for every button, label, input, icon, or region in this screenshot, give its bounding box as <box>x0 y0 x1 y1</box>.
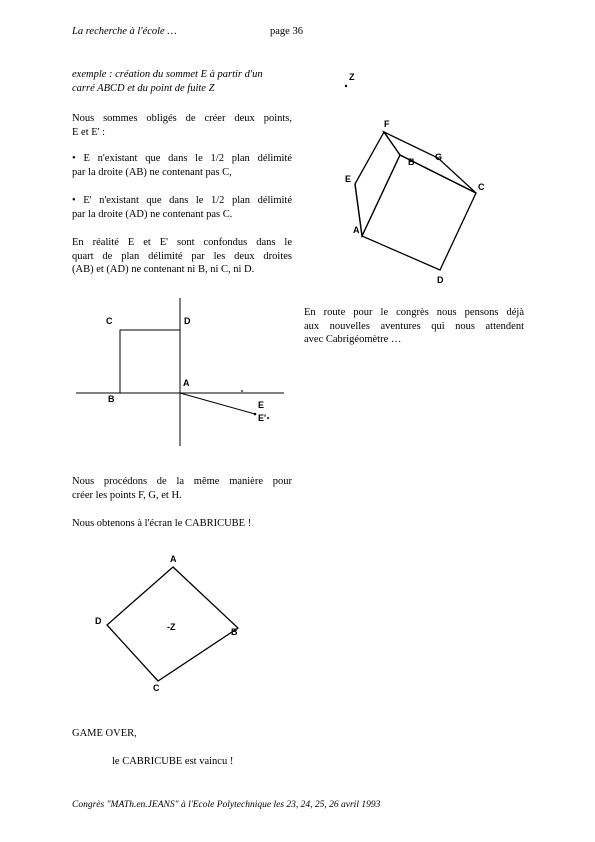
cube-label-e: E <box>345 174 352 184</box>
square-label-z: -Z <box>167 622 176 632</box>
cube-label-z: Z <box>349 72 355 82</box>
axes-label-e: E <box>258 400 265 410</box>
cube-label-a: A <box>353 225 360 235</box>
page-footer: Congrès "MATh.en.JEANS" à l'Ecole Polytechnique les 23, 24, 25, 26 avril 1993 <box>72 800 381 810</box>
square-label-d: D <box>95 616 102 626</box>
route-line-2: aux nouvelles aventures qui nous attendent <box>304 320 524 332</box>
example-line-2: carré ABCD et du point de fuite Z <box>72 82 215 94</box>
bullet2-line-1: • E' n'existant que dans le 1/2 plan délimité <box>72 195 292 206</box>
bullet1-line-1: • E n'existant que dans le 1/2 plan délimité <box>72 153 292 164</box>
axes-label-d: D <box>184 316 191 326</box>
square-label-a: A <box>170 554 177 564</box>
cube-label-g: G <box>435 152 443 162</box>
cube-label-f: F <box>384 119 390 129</box>
axes-label-c: C <box>106 316 113 326</box>
axes-label-b: B <box>108 394 115 404</box>
para2-line-2: quart de plan délimité par les deux droites <box>72 250 292 262</box>
cube-label-d: D <box>437 275 444 285</box>
para3-line-2: créer les points F, G, et H. <box>72 489 182 501</box>
para1-line-2: E et E' : <box>72 126 106 138</box>
route-line-3: avec Cabrigéomètre … <box>304 334 402 345</box>
paragraph-cabricube: Nous obtenons à l'écran le CABRICUBE ! <box>72 518 252 529</box>
axes-label-e-prime: E' <box>258 413 267 423</box>
cube-label-b: B <box>408 157 415 167</box>
para1-line-1: Nous sommes obligés de créer deux points, <box>72 113 292 124</box>
square-label-b: B <box>231 627 238 637</box>
cube-label-c: C <box>478 182 485 192</box>
example-line-1: exemple : création du sommet E à partir d'un <box>72 69 263 80</box>
bullet2-line-2: par la droite (AD) ne contenant pas C. <box>72 208 233 220</box>
para3-line-1: Nous procédons de la même manière pour <box>72 476 292 487</box>
square-label-c: C <box>153 683 160 693</box>
game-over-text: GAME OVER, <box>72 728 137 739</box>
route-line-1: En route pour le congrès nous pensons déjà <box>304 307 524 318</box>
axes-label-a: A <box>183 378 190 388</box>
para2-line-3: (AB) et (AD) ne contenant ni B, ni C, ni D. <box>72 264 255 275</box>
bullet1-line-2: par la droite (AB) ne contenant pas C, <box>72 166 232 178</box>
cabricube-vaincu-text: le CABRICUBE est vaincu ! <box>112 756 234 767</box>
para2-line-1: En réalité E et E' sont confondus dans le <box>72 237 292 248</box>
page-number: page 36 <box>270 26 303 37</box>
running-header: La recherche à l'école … <box>72 26 177 37</box>
